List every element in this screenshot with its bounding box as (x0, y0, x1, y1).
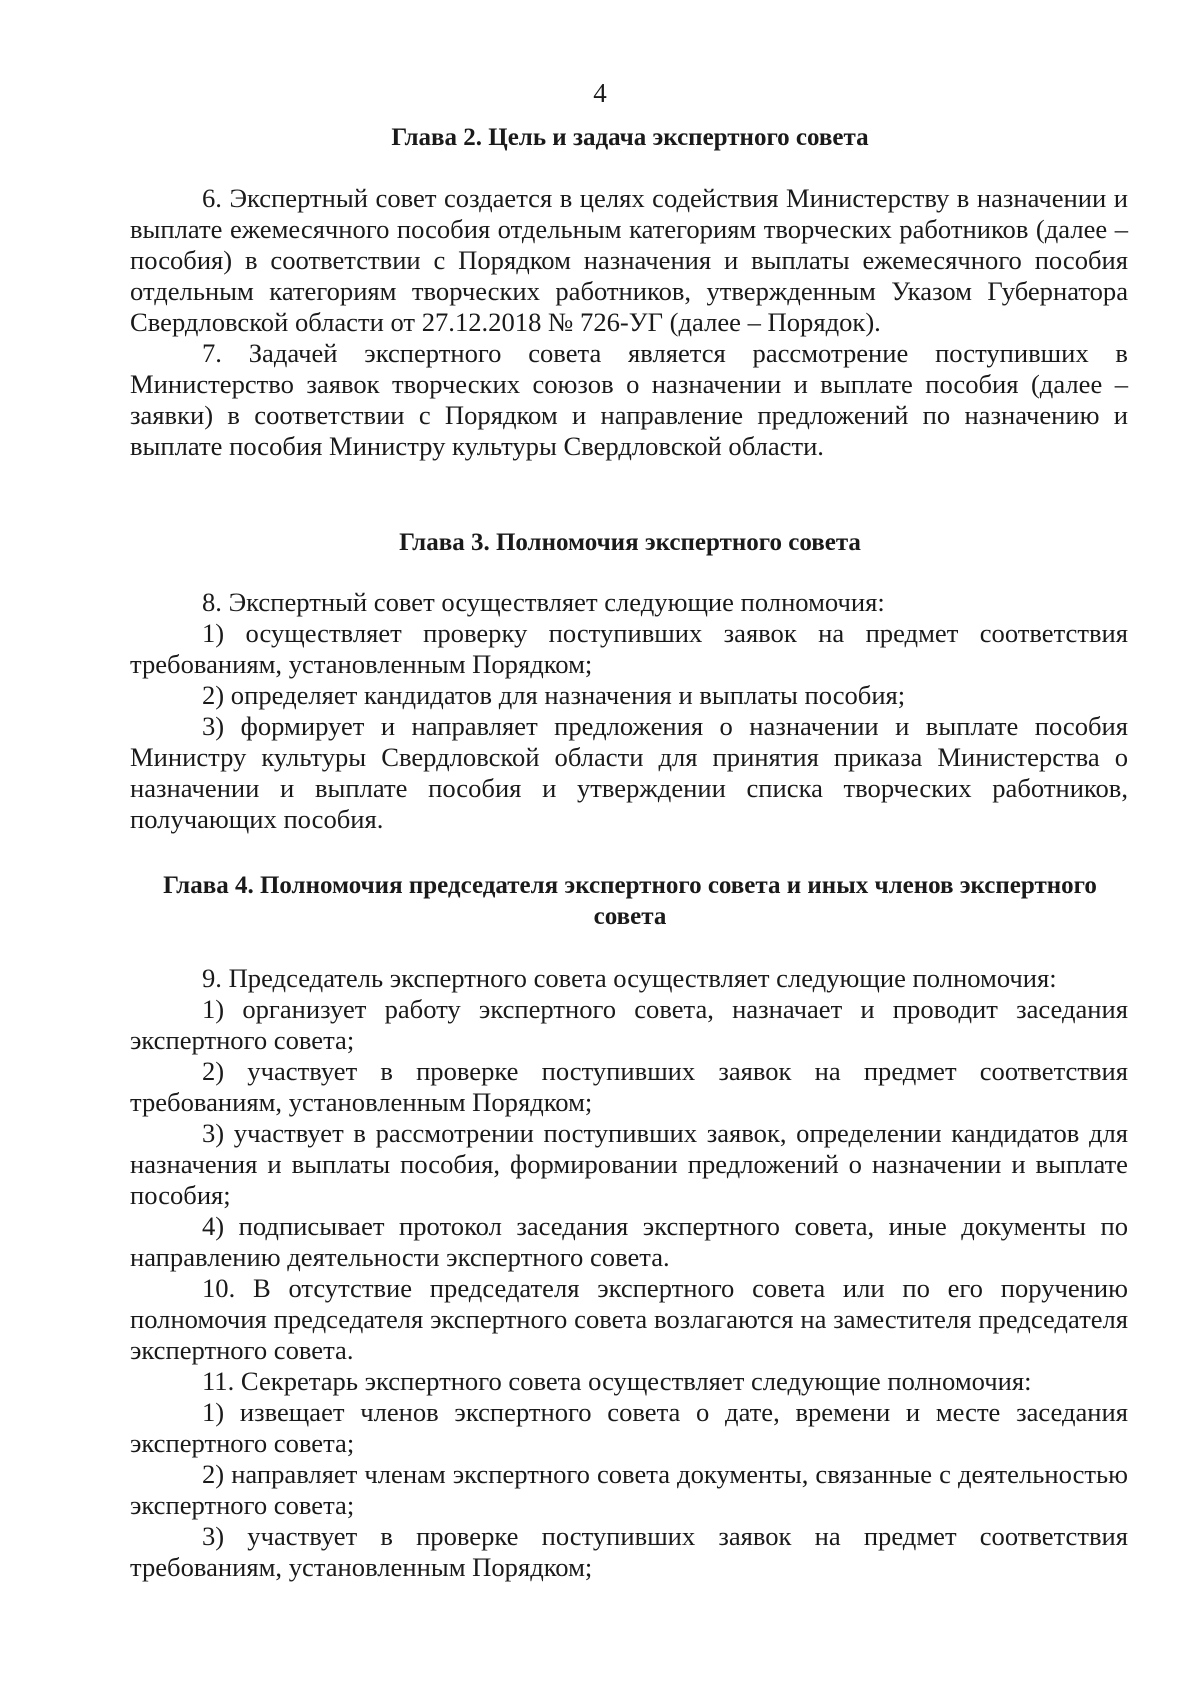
paragraph: 1) организует работу экспертного совета, назначает и проводит заседания экспертного совета; (130, 994, 1128, 1055)
chapter-4-body (130, 963, 1128, 1583)
page-number: 4 (593, 78, 607, 108)
chapter-3-body (130, 587, 1128, 835)
chapter-3-heading: Глава 3. Полномочия экспертного совета (399, 529, 861, 556)
paragraph: 3) участвует в проверке поступивших заявок на предмет соответствия требованиям, установленным Порядком; (130, 1521, 1128, 1582)
paragraph: 8. Экспертный совет осуществляет следующие полномочия: (202, 587, 885, 617)
paragraph: 3) формирует и направляет предложения о назначении и выплате пособия Министру культуры Свердловской области для принятия приказа Министерства о назначении и выплате пособия и утверждении списка творческих работников, получающих пособия. (130, 711, 1128, 834)
paragraph: 2) участвует в проверке поступивших заявок на предмет соответствия требованиям, установленным Порядком; (130, 1056, 1128, 1117)
paragraph: 9. Председатель экспертного совета осуществляет следующие полномочия: (202, 963, 1057, 993)
paragraph: 7. Задачей экспертного совета является рассмотрение поступивших в Министерство заявок творческих союзов о назначении и выплате пособия (далее – заявки) в соответствии с Порядком и направление предложений по назначению и выплате пособия Министру культуры Свердловской области. (130, 338, 1128, 461)
paragraph: 4) подписывает протокол заседания экспертного совета, иные документы по направлению деятельности экспертного совета. (130, 1211, 1128, 1272)
paragraph: 3) участвует в рассмотрении поступивших заявок, определении кандидатов для назначения и выплаты пособия, формировании предложений о назначении и выплате пособия; (130, 1118, 1128, 1210)
paragraph: 1) осуществляет проверку поступивших заявок на предмет соответствия требованиям, установленным Порядком; (130, 618, 1128, 679)
paragraph: 6. Экспертный совет создается в целях содействия Министерству в назначении и выплате ежемесячного пособия отдельным категориям творческих работников (далее – пособия) в соответствии с Порядком назначения и выплаты ежемесячного пособия отдельным категориям творческих работников, утвержденным Указом Губернатора Свердловской области от 27.12.2018 № 726-УГ (далее – Порядок). (130, 183, 1128, 337)
chapter-4-heading: Глава 4. Полномочия председателя экспертного совета и иных членов экспертного совета (163, 872, 1097, 930)
paragraph: 2) определяет кандидатов для назначения и выплаты пособия; (202, 680, 906, 710)
paragraph: 11. Секретарь экспертного совета осуществляет следующие полномочия: (202, 1366, 1032, 1396)
chapter-2-body (130, 183, 1128, 462)
chapter-2-heading: Глава 2. Цель и задача экспертного совета (391, 124, 869, 151)
paragraph: 10. В отсутствие председателя экспертного совета или по его поручению полномочия председателя экспертного совета возлагаются на заместителя председателя экспертного совета. (130, 1273, 1128, 1365)
paragraph: 1) извещает членов экспертного совета о дате, времени и месте заседания экспертного совета; (130, 1397, 1128, 1458)
paragraph: 2) направляет членам экспертного совета документы, связанные с деятельностью экспертного совета; (130, 1459, 1128, 1520)
